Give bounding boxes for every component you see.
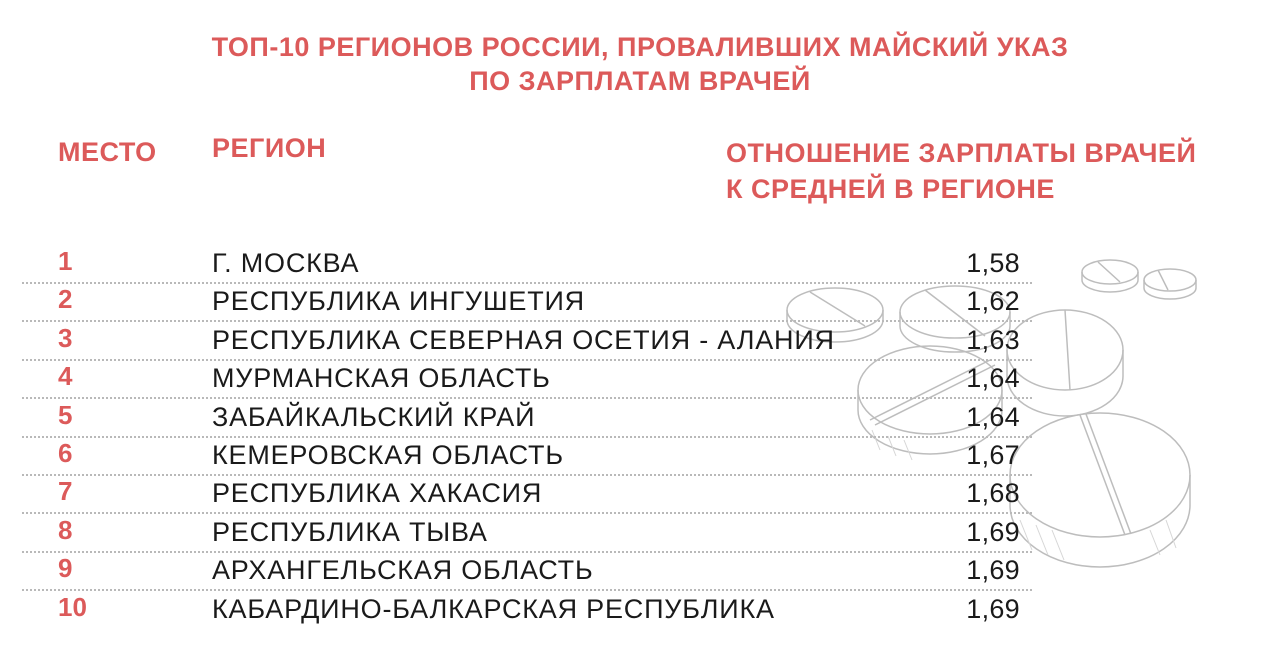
row-rank: 2 [58, 284, 73, 315]
row-rank: 4 [58, 361, 73, 392]
row-rank: 7 [58, 476, 73, 507]
row-value: 1,67 [966, 439, 1020, 470]
table-row [0, 474, 1280, 512]
row-region: КЕМЕРОВСКАЯ ОБЛАСТЬ [212, 439, 564, 470]
table-row [0, 436, 1280, 474]
row-value: 1,62 [966, 286, 1020, 317]
row-value: 1,58 [966, 248, 1020, 278]
table-row [0, 513, 1280, 551]
row-rank: 5 [58, 399, 73, 430]
row-region: Г. МОСКВА [212, 248, 360, 278]
row-rank: 8 [58, 514, 73, 545]
table-body [0, 244, 1280, 628]
row-rank: 6 [58, 437, 73, 468]
chart-title-line1: ТОП-10 РЕГИОНОВ РОССИИ, ПРОВАЛИВШИХ МАЙСКИЙ УКАЗ [211, 32, 1069, 62]
row-rank: 3 [58, 322, 73, 353]
row-region: АРХАНГЕЛЬСКАЯ ОБЛАСТЬ [212, 555, 594, 586]
chart-title [0, 30, 1280, 98]
row-region: ЗАБАЙКАЛЬСКИЙ КРАЙ [212, 401, 536, 432]
row-rank: 10 [58, 591, 87, 622]
row-region: МУРМАНСКАЯ ОБЛАСТЬ [212, 363, 551, 394]
row-value: 1,63 [966, 324, 1020, 355]
table-row [0, 282, 1280, 320]
header-ratio [726, 135, 1196, 207]
row-value: 1,69 [966, 593, 1020, 624]
header-region: РЕГИОН [212, 133, 327, 163]
header-ratio-line2: К СРЕДНЕЙ В РЕГИОНЕ [726, 174, 1055, 204]
row-value: 1,68 [966, 478, 1020, 509]
row-value: 1,64 [966, 363, 1020, 394]
row-region: КАБАРДИНО-БАЛКАРСКАЯ РЕСПУБЛИКА [212, 593, 775, 624]
row-region: РЕСПУБЛИКА ТЫВА [212, 516, 488, 547]
row-value: 1,69 [966, 555, 1020, 586]
table-row [0, 359, 1280, 397]
row-value: 1,69 [966, 516, 1020, 547]
row-rank: 1 [58, 246, 73, 276]
table-row [0, 244, 1280, 282]
table-row [0, 398, 1280, 436]
table-row [0, 321, 1280, 359]
row-region: РЕСПУБЛИКА ИНГУШЕТИЯ [212, 286, 585, 317]
table-row [0, 551, 1280, 589]
chart-title-line2: ПО ЗАРПЛАТАМ ВРАЧЕЙ [469, 66, 811, 96]
row-region: РЕСПУБЛИКА ХАКАСИЯ [212, 478, 543, 509]
row-rank: 9 [58, 553, 73, 584]
header-place: МЕСТО [58, 137, 157, 167]
table-row [0, 590, 1280, 628]
row-region: РЕСПУБЛИКА СЕВЕРНАЯ ОСЕТИЯ - АЛАНИЯ [212, 324, 835, 355]
row-value: 1,64 [966, 401, 1020, 432]
header-ratio-line1: ОТНОШЕНИЕ ЗАРПЛАТЫ ВРАЧЕЙ [726, 138, 1197, 168]
